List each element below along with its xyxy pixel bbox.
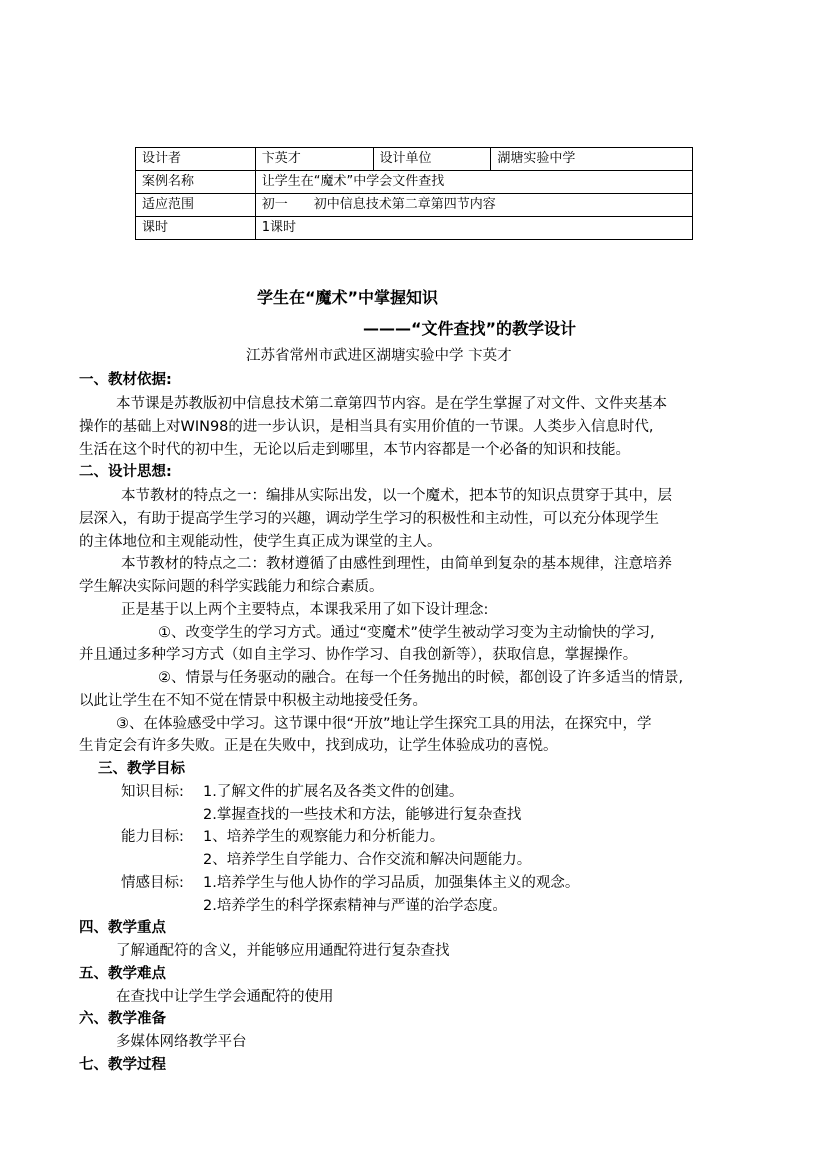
section-2-heading: 二、设计思想: [79, 464, 172, 480]
paragraph-line: 以此让学生在不知不觉在情景中积极主动地接受任务。 [79, 693, 427, 709]
paragraph-line: 生肯定会有许多失败。正是在失败中，找到成功，让学生体验成功的喜悦。 [79, 738, 558, 754]
paragraph-line: 本节课是苏教版初中信息技术第二章第四节内容。是在学生掌握了对文件、文件夹基本 [116, 396, 667, 412]
unit-value: 湖塘实验中学 [491, 148, 693, 171]
hours-label: 课时 [136, 217, 256, 240]
section-5-text: 在查找中让学生学会通配符的使用 [116, 989, 334, 1005]
paragraph-line: ②、情景与任务驱动的融合。在每一个任务抛出的时候，都创设了许多适当的情景, [158, 670, 684, 686]
table-row [136, 217, 693, 240]
emotion-goal: 2.培养学生的科学探索精神与严谨的治学态度。 [203, 898, 507, 914]
unit-label: 设计单位 [373, 148, 491, 171]
doc-subtitle: ———“文件查找”的教学设计 [363, 319, 577, 338]
knowledge-label: 知识目标: [121, 784, 184, 800]
emotion-goal: 1.培养学生与他人协作的学习品质，加强集体主义的观念。 [203, 875, 580, 891]
paragraph-line: 并且通过多种学习方式（如自主学习、协作学习、自我创新等），获取信息，掌握操作。 [79, 647, 638, 663]
case-value: 让学生在“魔术”中学会文件查找 [255, 171, 692, 194]
case-label: 案例名称 [136, 171, 256, 194]
section-6-text: 多媒体网络教学平台 [116, 1034, 247, 1050]
knowledge-goal: 1.了解文件的扩展名及各类文件的创建。 [203, 784, 464, 800]
table-row [136, 171, 693, 194]
section-5-heading: 五、教学难点 [79, 966, 166, 982]
ability-label: 能力目标: [121, 829, 184, 845]
ability-goal: 2、培养学生自学能力、合作交流和解决问题能力。 [203, 852, 532, 868]
designer-label: 设计者 [136, 148, 256, 171]
section-4-heading: 四、教学重点 [79, 920, 166, 936]
paragraph-line: ③、在体验感受中学习。这节课中很“开放”地让学生探究工具的用法，在探究中，学 [116, 716, 652, 732]
paragraph-line: 本节教材的特点之二：教材遵循了由感性到理性，由简单到复杂的基本规律，注意培养 [121, 556, 672, 572]
paragraph-line: 生活在这个时代的初中生，无论以后走到哪里，本节内容都是一个必备的知识和技能。 [79, 442, 630, 458]
paragraph-line: 操作的基础上对WIN98的进一步认识，是相当具有实用价值的一节课。人类步入信息时代, [79, 419, 654, 435]
table-row [136, 194, 693, 217]
section-6-heading: 六、教学准备 [79, 1011, 166, 1027]
paragraph-line: 层深入，有助于提高学生学习的兴趣，调动学生学习的积极性和主动性，可以充分体现学生 [79, 511, 659, 527]
doc-title: 学生在“魔术”中掌握知识 [257, 288, 439, 307]
emotion-label: 情感目标: [121, 875, 184, 891]
ability-goal: 1、培养学生的观察能力和分析能力。 [203, 829, 445, 845]
paragraph-line: 学生解决实际问题的科学实践能力和综合素质。 [79, 579, 384, 595]
scope-cell [255, 194, 692, 217]
hours-value: 1课时 [255, 217, 692, 240]
section-7-heading: 七、教学过程 [79, 1057, 166, 1073]
section-3-heading: 三、教学目标 [98, 761, 185, 777]
paragraph-line: ①、改变学生的学习方式。通过“变魔术”使学生被动学习变为主动愉快的学习, [158, 625, 655, 641]
knowledge-goal: 2.掌握查找的一些技术和方法，能够进行复杂查找 [203, 807, 522, 823]
scope-label: 适应范围 [136, 194, 256, 217]
paragraph-line: 正是基于以上两个主要特点，本课我采用了如下设计理念: [121, 602, 489, 618]
paragraph-line: 的主体地位和主观能动性，使学生真正成为课堂的主人。 [79, 534, 442, 550]
info-table [135, 147, 693, 240]
table-row [136, 148, 693, 171]
designer-value: 卞英才 [255, 148, 373, 171]
scope-value: 初中信息技术第二章第四节内容 [313, 197, 496, 212]
doc-author: 江苏省常州市武进区湖塘实验中学 卞英才 [246, 348, 512, 364]
paragraph-line: 本节教材的特点之一：编排从实际出发，以一个魔术，把本节的知识点贯穿于其中，层 [121, 488, 672, 504]
scope-grade: 初一 [261, 197, 288, 212]
section-1-heading: 一、教材依据: [79, 372, 172, 388]
section-4-text: 了解通配符的含义，并能够应用通配符进行复杂查找 [116, 943, 450, 959]
